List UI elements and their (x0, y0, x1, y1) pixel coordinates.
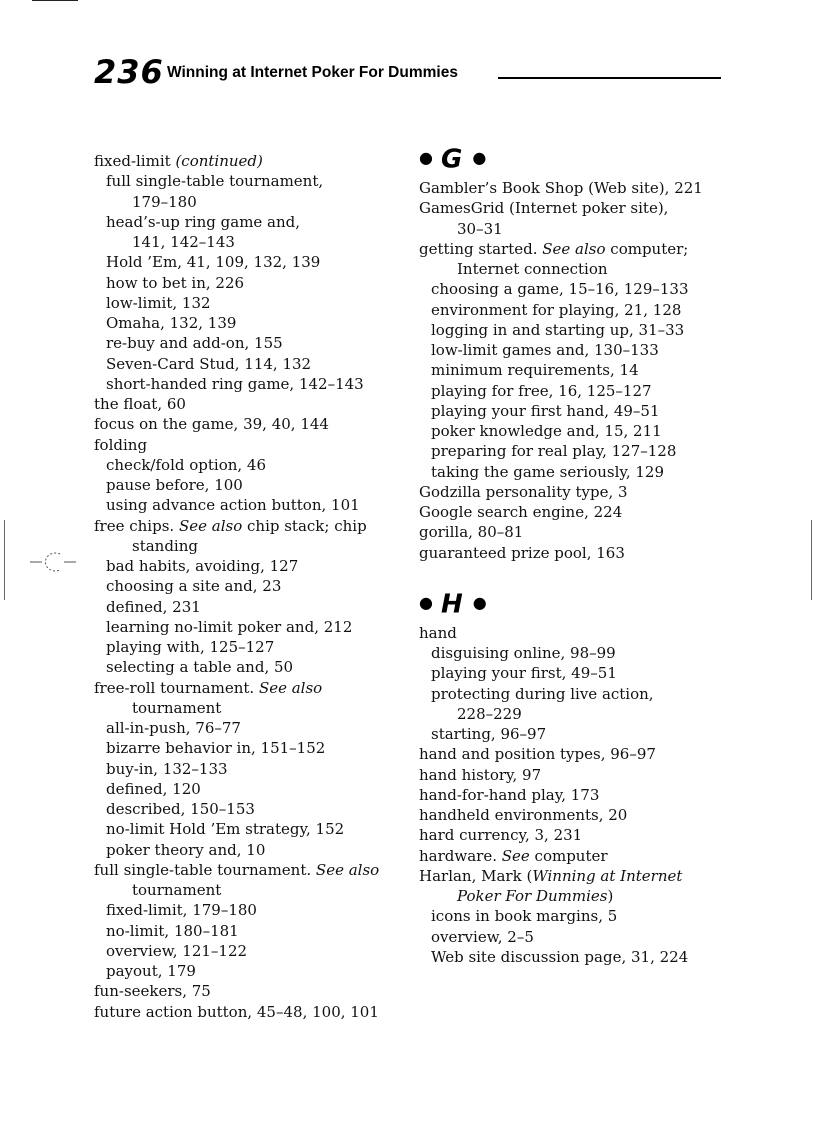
index-entry (94, 394, 404, 414)
index-entry (419, 805, 729, 825)
entry-text: tournament (132, 881, 222, 899)
entry-text: buy-in, 132–133 (106, 759, 228, 778)
entry-text: environment for playing, 21, 128 (431, 300, 682, 319)
index-entry (94, 576, 404, 596)
index-entry (94, 819, 404, 839)
registration-mark-icon (28, 548, 78, 576)
index-entry (419, 704, 729, 724)
index-entry (419, 866, 729, 886)
entry-text: full single-table tournament. (94, 860, 316, 879)
entry-text: low-limit, 132 (106, 293, 211, 312)
index-entry (94, 192, 404, 212)
entry-text: 141, 142–143 (132, 233, 235, 251)
index-entry (94, 698, 404, 718)
entry-text: gorilla, 80–81 (419, 523, 524, 542)
index-entry (94, 414, 404, 434)
index-entry (419, 462, 729, 482)
entry-text: computer (529, 846, 608, 865)
entry-text: Poker For Dummies (457, 887, 608, 905)
entry-text: re-buy and add-on, 155 (106, 334, 283, 353)
header-rule (498, 77, 721, 79)
index-entry (94, 273, 404, 293)
index-entry (419, 623, 729, 643)
entry-text: getting started. (419, 239, 543, 258)
entry-text: See also (542, 239, 606, 258)
entry-text: Web site discussion page, 31, 224 (431, 947, 689, 966)
index-entry (94, 374, 404, 394)
index-entry (419, 441, 729, 461)
index-entry (94, 232, 404, 252)
index-entry (419, 522, 729, 542)
entry-text: using advance action button, 101 (106, 496, 360, 515)
index-entry (419, 320, 729, 340)
entry-text: overview, 121–122 (106, 941, 248, 960)
index-entry (419, 765, 729, 785)
entry-text: Google search engine, 224 (419, 503, 623, 521)
section-letter: G (440, 144, 463, 175)
bullet-icon: ● (472, 592, 487, 612)
index-entry (94, 617, 404, 637)
entry-text: handheld environments, 20 (419, 806, 628, 824)
entry-text: bad habits, avoiding, 127 (106, 557, 299, 575)
entry-text: free chips. (94, 516, 179, 535)
index-entry (419, 744, 729, 764)
entry-text: tournament (132, 698, 222, 717)
section-heading-h (419, 583, 729, 623)
index-entry (419, 643, 729, 663)
entry-text: ) (607, 887, 614, 905)
book-title: Winning at Internet Poker For Dummies (167, 64, 458, 81)
entry-text: taking the game seriously, 129 (431, 462, 665, 481)
index-entry (419, 785, 729, 805)
index-entry (94, 293, 404, 313)
entry-text: See also (258, 678, 323, 697)
entry-text: protecting during live action, (431, 684, 654, 703)
entry-text: hand and position types, 96–97 (419, 745, 656, 764)
entry-text: Internet connection (457, 260, 608, 278)
entry-text: pause before, 100 (106, 476, 243, 494)
entry-text: icons in book margins, 5 (431, 907, 618, 926)
entry-text: 30–31 (457, 219, 503, 238)
index-entry (419, 684, 729, 704)
entry-text: no-limit, 180–181 (106, 921, 239, 940)
index-entry (419, 724, 729, 744)
entry-text: 179–180 (132, 192, 197, 211)
index-entry (94, 961, 404, 981)
entry-text: fixed-limit (94, 152, 176, 170)
margin-line-right (811, 520, 812, 600)
index-entry (419, 279, 729, 299)
entry-text: playing your first, 49–51 (431, 664, 617, 683)
index-entry (94, 860, 404, 880)
entry-text: hard currency, 3, 231 (419, 826, 583, 845)
index-entry (94, 799, 404, 819)
entry-text: short-handed ring game, 142–143 (106, 374, 364, 393)
entry-text: Winning at Internet (532, 866, 683, 885)
index-entry (94, 941, 404, 961)
index-entry (419, 927, 729, 947)
entry-text: See (501, 846, 530, 865)
index-entry (419, 219, 729, 239)
entry-text: chip stack; chip (242, 516, 367, 535)
index-entry (419, 360, 729, 380)
section-heading-g (419, 138, 729, 178)
entry-text: bizarre behavior in, 151–152 (106, 739, 326, 758)
index-entry (419, 381, 729, 401)
entry-text: no-limit Hold ’Em strategy, 152 (106, 820, 345, 839)
entry-text: poker theory and, 10 (106, 840, 266, 859)
entry-text: free-roll tournament. (94, 678, 259, 697)
index-entry (94, 880, 404, 900)
index-entry (419, 886, 729, 906)
index-entry (94, 900, 404, 920)
entry-text: the float, 60 (94, 395, 186, 413)
entry-text: how to bet in, 226 (106, 273, 245, 292)
entry-text: choosing a game, 15–16, 129–133 (431, 280, 689, 299)
section-letter: H (440, 589, 463, 620)
index-entry (94, 354, 404, 374)
index-entry (94, 921, 404, 941)
entry-text: See also (315, 860, 380, 879)
entry-text: Godzilla personality type, 3 (419, 482, 628, 501)
index-entry (419, 482, 729, 502)
entry-text: guaranteed prize pool, 163 (419, 543, 625, 562)
entry-text: logging in and starting up, 31–33 (431, 320, 685, 339)
index-entry (94, 475, 404, 495)
index-entry (419, 663, 729, 683)
index-entry (419, 906, 729, 926)
entry-text: playing for free, 16, 125–127 (431, 381, 652, 400)
entry-text: payout, 179 (106, 962, 196, 980)
entry-text: hand-for-hand play, 173 (419, 785, 600, 804)
entry-text: check/fold option, 46 (106, 455, 267, 474)
index-entry (94, 333, 404, 353)
index-entry (94, 455, 404, 475)
entry-text: poker knowledge and, 15, 211 (431, 422, 662, 440)
entry-text: hardware. (419, 846, 502, 865)
index-entry (94, 597, 404, 617)
index-entry (94, 759, 404, 779)
entry-text: fun-seekers, 75 (94, 982, 211, 1001)
entry-text: starting, 96–97 (431, 725, 547, 743)
index-entry (94, 840, 404, 860)
index-entry (94, 313, 404, 333)
entry-text: disguising online, 98–99 (431, 644, 616, 662)
entry-text: learning no-limit poker and, 212 (106, 617, 353, 636)
index-entry (94, 738, 404, 758)
entry-text: focus on the game, 39, 40, 144 (94, 415, 329, 434)
index-entry (419, 947, 729, 967)
index-entry (419, 259, 729, 279)
entry-text: low-limit games and, 130–133 (431, 341, 659, 359)
bullet-icon: ● (472, 148, 487, 167)
entry-text: all-in-push, 76–77 (106, 719, 241, 737)
entry-text: fixed-limit, 179–180 (106, 901, 257, 920)
bullet-icon: ● (419, 148, 433, 167)
entry-text: Harlan, Mark ( (419, 866, 533, 885)
index-entry (94, 718, 404, 738)
entry-text: minimum requirements, 14 (431, 361, 639, 380)
index-entry (94, 657, 404, 677)
index-entry (419, 300, 729, 320)
margin-line-left (4, 520, 5, 600)
entry-text: folding (94, 435, 148, 454)
entry-text: selecting a table and, 50 (106, 658, 294, 677)
entry-text: choosing a site and, 23 (106, 577, 282, 596)
index-entry (419, 198, 729, 218)
index-entry (419, 825, 729, 845)
index-entry (419, 543, 729, 563)
entry-text: See also (178, 516, 243, 535)
entry-text: Seven-Card Stud, 114, 132 (106, 354, 312, 373)
entry-text: defined, 120 (106, 779, 201, 798)
index-column-left (94, 138, 404, 1022)
index-entry (419, 846, 729, 866)
index-entry (419, 401, 729, 421)
index-entry (94, 516, 404, 536)
entry-text: standing (132, 536, 198, 555)
entry-text: playing with, 125–127 (106, 638, 275, 656)
entry-text: computer; (605, 239, 689, 258)
index-entry (94, 212, 404, 232)
entry-text: preparing for real play, 127–128 (431, 442, 677, 461)
entry-text: head’s-up ring game and, (106, 212, 301, 231)
entry-text: Omaha, 132, 139 (106, 314, 237, 332)
entry-text: playing your first hand, 49–51 (431, 401, 660, 420)
entry-text: described, 150–153 (106, 800, 255, 818)
index-entry (94, 252, 404, 272)
entry-text: (continued) (175, 152, 263, 170)
crop-mark-top (32, 0, 78, 1)
entry-text: overview, 2–5 (431, 927, 534, 946)
entry-text: defined, 231 (106, 597, 201, 616)
page-number: 236 (94, 53, 164, 91)
index-entry (94, 779, 404, 799)
index-entry (94, 1002, 404, 1022)
entry-text: 228–229 (457, 704, 522, 723)
entry-text: full single-table tournament, (106, 172, 324, 191)
index-entry (94, 435, 404, 455)
index-entry (94, 556, 404, 576)
index-entry (94, 171, 404, 191)
index-entry (94, 495, 404, 515)
index-entry (94, 151, 404, 171)
entry-text: future action button, 45–48, 100, 101 (94, 1002, 379, 1021)
index-entry (419, 239, 729, 259)
index-column-right (419, 138, 729, 967)
entry-text: Gambler’s Book Shop (Web site), 221 (419, 179, 703, 197)
index-entry (94, 981, 404, 1001)
index-entry (419, 502, 729, 522)
index-entry (94, 678, 404, 698)
entry-text: hand history, 97 (419, 765, 542, 784)
entry-text: Hold ’Em, 41, 109, 132, 139 (106, 253, 321, 272)
index-entry (419, 178, 729, 198)
bullet-icon: ● (419, 592, 433, 612)
index-entry (94, 536, 404, 556)
index-entry (419, 340, 729, 360)
entry-text: GamesGrid (Internet poker site), (419, 199, 669, 218)
index-entry (419, 421, 729, 441)
entry-text: hand (419, 623, 457, 642)
index-entry (94, 637, 404, 657)
running-head (94, 54, 724, 90)
